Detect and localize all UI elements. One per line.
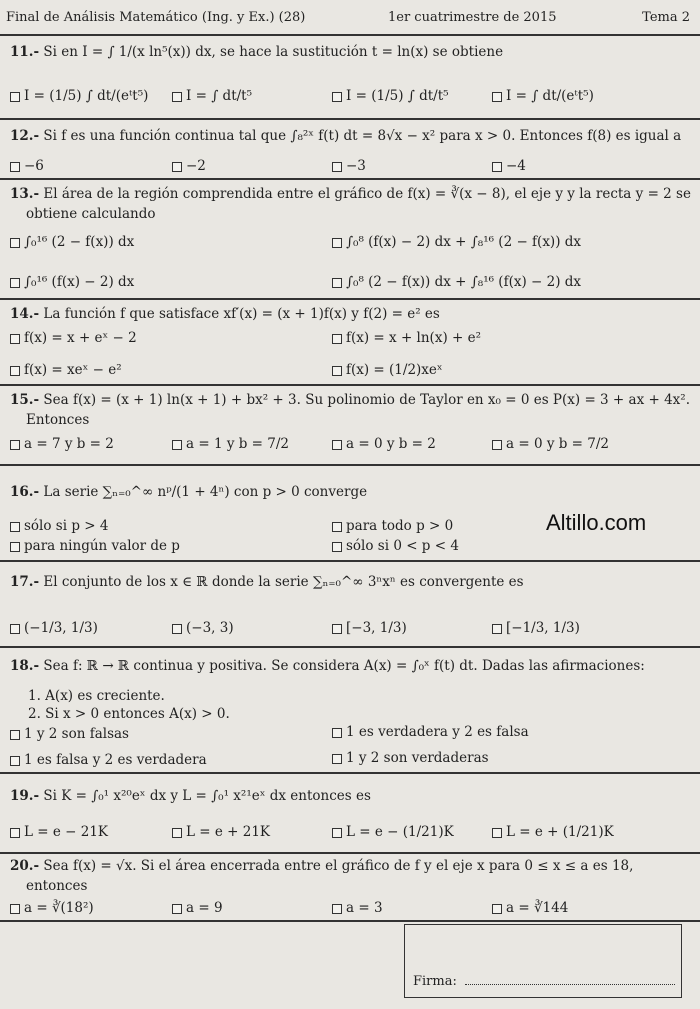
checkbox[interactable] xyxy=(332,624,342,634)
divider xyxy=(0,464,700,466)
option-c[interactable]: [−3, 1/3) xyxy=(332,620,407,636)
option-d[interactable]: [−1/3, 1/3) xyxy=(492,620,580,636)
checkbox[interactable] xyxy=(492,624,502,634)
question-stem: La función f que satisface xf′(x) = (x + 1)f(x) y f(2) = e² es xyxy=(43,306,440,322)
divider xyxy=(0,118,700,120)
checkbox[interactable] xyxy=(172,904,182,914)
question-stem: Sea f(x) = (x + 1) ln(x + 1) + bx² + 3. Su polinomio de Taylor en x₀ = 0 es P(x) = 3 + ax + 4x². xyxy=(43,392,690,408)
checkbox[interactable] xyxy=(172,162,182,172)
question-stem: La serie ∑ₙ₌₀^∞ nᵖ/(1 + 4ⁿ) con p > 0 converge xyxy=(43,484,368,500)
checkbox[interactable] xyxy=(492,828,502,838)
checkbox[interactable] xyxy=(332,728,342,738)
option-d[interactable]: a = ∛144 xyxy=(492,900,568,916)
checkbox[interactable] xyxy=(332,542,342,552)
option-d[interactable]: −4 xyxy=(492,158,526,174)
question-number: 11.- xyxy=(10,44,40,60)
option-a[interactable]: a = ∛(18²) xyxy=(10,900,94,916)
checkbox[interactable] xyxy=(492,440,502,450)
option-d[interactable]: L = e + (1/21)K xyxy=(492,824,614,840)
question-stem: Si en I = ∫ 1/(x ln⁵(x)) dx, se hace la sustitución t = ln(x) se obtiene xyxy=(43,44,504,60)
checkbox[interactable] xyxy=(332,754,342,764)
exam-header xyxy=(6,4,690,32)
option-d[interactable]: 1 y 2 son verdaderas xyxy=(332,750,489,766)
header-divider xyxy=(0,34,700,36)
statement-1: 1. A(x) es creciente. xyxy=(28,688,165,704)
option-b[interactable]: a = 9 xyxy=(172,900,223,916)
option-c[interactable]: 1 es falsa y 2 es verdadera xyxy=(10,752,207,768)
checkbox[interactable] xyxy=(172,828,182,838)
option-c[interactable]: f(x) = xeˣ − e² xyxy=(10,362,122,378)
option-d[interactable]: a = 0 y b = 7/2 xyxy=(492,436,609,452)
question-number: 12.- xyxy=(10,128,40,144)
question-number: 13.- xyxy=(10,186,40,202)
signature-line[interactable] xyxy=(465,984,675,985)
option-a[interactable]: 1 y 2 son falsas xyxy=(10,726,129,742)
option-b[interactable]: 1 es verdadera y 2 es falsa xyxy=(332,724,529,740)
option-c[interactable]: L = e − (1/21)K xyxy=(332,824,454,840)
divider xyxy=(0,178,700,180)
checkbox[interactable] xyxy=(492,162,502,172)
option-c[interactable]: a = 3 xyxy=(332,900,383,916)
checkbox[interactable] xyxy=(172,624,182,634)
checkbox[interactable] xyxy=(332,366,342,376)
checkbox[interactable] xyxy=(10,522,20,532)
divider xyxy=(0,852,700,854)
checkbox[interactable] xyxy=(332,904,342,914)
option-a[interactable]: −6 xyxy=(10,158,44,174)
checkbox[interactable] xyxy=(332,522,342,532)
option-c[interactable]: para ningún valor de p xyxy=(10,538,180,554)
checkbox[interactable] xyxy=(492,904,502,914)
divider xyxy=(0,384,700,386)
divider xyxy=(0,560,700,562)
checkbox[interactable] xyxy=(492,92,502,102)
option-c[interactable]: ∫₀¹⁶ (f(x) − 2) dx xyxy=(10,274,134,290)
option-b[interactable]: f(x) = x + ln(x) + e² xyxy=(332,330,481,346)
watermark: Altillo.com xyxy=(546,510,647,535)
checkbox[interactable] xyxy=(10,440,20,450)
checkbox[interactable] xyxy=(332,162,342,172)
option-a[interactable]: ∫₀¹⁶ (2 − f(x)) dx xyxy=(10,234,134,250)
option-d[interactable]: ∫₀⁸ (2 − f(x)) dx + ∫₈¹⁶ (f(x) − 2) dx xyxy=(332,274,581,290)
signature-label: Firma: xyxy=(413,974,457,989)
signature-box[interactable] xyxy=(404,924,682,998)
question-stem: El conjunto de los x ∈ ℝ donde la serie ∑ₙ₌₀^∞ 3ⁿxⁿ es convergente es xyxy=(43,574,524,590)
option-d[interactable]: I = ∫ dt/(eᵗt⁵) xyxy=(492,88,594,104)
checkbox[interactable] xyxy=(10,366,20,376)
checkbox[interactable] xyxy=(10,92,20,102)
question-stem: Sea f: ℝ → ℝ continua y positiva. Se considera A(x) = ∫₀ˣ f(t) dt. Dadas las afirmaciones: xyxy=(43,658,645,674)
option-c[interactable]: a = 0 y b = 2 xyxy=(332,436,436,452)
option-b[interactable]: −2 xyxy=(172,158,206,174)
option-c[interactable]: −3 xyxy=(332,158,366,174)
option-d[interactable]: sólo si 0 < p < 4 xyxy=(332,538,459,554)
checkbox[interactable] xyxy=(10,624,20,634)
divider xyxy=(0,920,700,922)
checkbox[interactable] xyxy=(332,238,342,248)
checkbox[interactable] xyxy=(10,334,20,344)
question-number: 19.- xyxy=(10,788,40,804)
checkbox[interactable] xyxy=(172,92,182,102)
checkbox[interactable] xyxy=(10,756,20,766)
checkbox[interactable] xyxy=(332,440,342,450)
checkbox[interactable] xyxy=(10,904,20,914)
divider xyxy=(0,646,700,648)
divider xyxy=(0,298,700,300)
option-b[interactable]: L = e + 21K xyxy=(172,824,270,840)
checkbox[interactable] xyxy=(10,162,20,172)
question-stem-continued: Entonces xyxy=(26,412,90,428)
option-b[interactable]: a = 1 y b = 7/2 xyxy=(172,436,289,452)
option-a[interactable]: L = e − 21K xyxy=(10,824,108,840)
question-stem-continued: entonces xyxy=(26,878,88,894)
option-d[interactable]: f(x) = (1/2)xeˣ xyxy=(332,362,443,378)
checkbox[interactable] xyxy=(332,278,342,288)
divider xyxy=(0,772,700,774)
question-stem: Si K = ∫₀¹ x²⁰eˣ dx y L = ∫₀¹ x²¹eˣ dx entonces es xyxy=(43,788,371,804)
question-number: 20.- xyxy=(10,858,40,874)
option-a[interactable]: a = 7 y b = 2 xyxy=(10,436,114,452)
question-stem: Si f es una función continua tal que ∫₈²ˣ f(t) dt = 8√x − x² para x > 0. Entonces f(8) es igual a xyxy=(43,128,682,144)
term-label: 1er cuatrimestre de 2015 xyxy=(388,10,557,25)
option-b[interactable]: I = ∫ dt/t⁵ xyxy=(172,88,252,104)
checkbox[interactable] xyxy=(332,334,342,344)
statement-2: 2. Si x > 0 entonces A(x) > 0. xyxy=(28,706,230,722)
checkbox[interactable] xyxy=(10,238,20,248)
option-a[interactable]: f(x) = x + eˣ − 2 xyxy=(10,330,137,346)
option-c[interactable]: I = (1/5) ∫ dt/t⁵ xyxy=(332,88,449,104)
question-number: 18.- xyxy=(10,658,40,674)
question-number: 15.- xyxy=(10,392,40,408)
checkbox[interactable] xyxy=(10,278,20,288)
checkbox[interactable] xyxy=(10,828,20,838)
checkbox[interactable] xyxy=(172,440,182,450)
question-stem-continued: obtiene calculando xyxy=(26,206,156,222)
option-b[interactable]: (−3, 3) xyxy=(172,620,234,636)
course-title: Final de Análisis Matemático (Ing. y Ex.) (28) xyxy=(6,10,306,25)
option-b[interactable]: ∫₀⁸ (f(x) − 2) dx + ∫₈¹⁶ (2 − f(x)) dx xyxy=(332,234,581,250)
question-stem: El área de la región comprendida entre el gráfico de f(x) = ∛(x − 8), el eje y y la recta y = 2 se xyxy=(43,186,691,202)
question-number: 16.- xyxy=(10,484,40,500)
checkbox[interactable] xyxy=(332,828,342,838)
checkbox[interactable] xyxy=(10,542,20,552)
question-number: 17.- xyxy=(10,574,40,590)
option-a[interactable]: (−1/3, 1/3) xyxy=(10,620,98,636)
checkbox[interactable] xyxy=(332,92,342,102)
option-a[interactable]: sólo si p > 4 xyxy=(10,518,108,534)
option-b[interactable]: para todo p > 0 xyxy=(332,518,453,534)
option-a[interactable]: I = (1/5) ∫ dt/(eᵗt⁵) xyxy=(10,88,148,104)
question-number: 14.- xyxy=(10,306,40,322)
checkbox[interactable] xyxy=(10,730,20,740)
theme-label: Tema 2 xyxy=(642,10,690,25)
question-stem: Sea f(x) = √x. Si el área encerrada entre el gráfico de f y el eje x para 0 ≤ x ≤ a es 18, xyxy=(43,858,634,874)
